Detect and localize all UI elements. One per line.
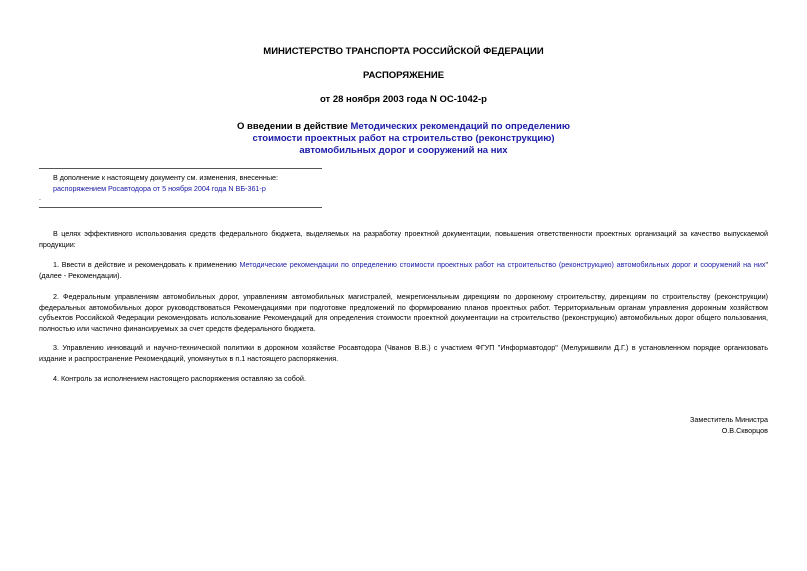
subject-link-part-1[interactable]: Методических рекомендаций по определению: [350, 121, 570, 132]
amendments-intro: В дополнение к настоящему документу см. изменения, внесенные:: [53, 173, 278, 182]
signature-position: Заместитель Министра: [690, 415, 768, 424]
subject-prefix: О введении в действие: [237, 121, 351, 132]
paragraph-1: [39, 260, 768, 281]
paragraph-3: 3. Управлению инноваций и научно-технической политики в дорожном хозяйстве Росавтодора (Чванов В.В.) с участием ФГУП "Информавтодор" (Мелуришвили Д.Г.) в установленном порядке организовать издание и распространение Рекомендаций, упомянутых в п.1 настоящего распоряжения.: [39, 343, 768, 363]
preamble-paragraph: В целях эффективного использования средств федерального бюджета, выделяемых на разработку проектной документации, повышения ответственности проектных организаций за качество выпускаемой продукции:: [39, 229, 768, 249]
signature-name: О.В.Скворцов: [721, 426, 768, 435]
paragraph-2: 2. Федеральным управлениям автомобильных дорог, управлениям автомобильных магистралей, межрегиональным дирекциям по дорожному строительству, дирекциям по строительству (реконструкции) федеральных автомобильных дорог руководствоваться Рекомендациями при подготовке предложений по формированию планов проектных работ. Территориальным органам управления дорожным хозяйством субъектов Российской Федерации рекомендовать использование Рекомендаций для определения стоимости проектной документации на строительство (реконструкцию) автомобильных дорог общего пользования, полностью или частично финансируемых за счет средств федерального бюджета.: [39, 292, 768, 333]
subject-link-part-3[interactable]: автомобильных дорог и сооружений на них: [299, 145, 508, 156]
paragraph-1-text: 1. Ввести в действие и рекомендовать к применению: [53, 260, 240, 269]
subject-link-part-2[interactable]: стоимости проектных работ на строительство (реконструкцию): [252, 133, 555, 144]
document-subject: [0, 121, 807, 157]
document-date-number: от 28 ноября 2003 года N ОС-1042-р: [319, 94, 487, 105]
subject-line-1: [0, 121, 807, 133]
document-type: РАСПОРЯЖЕНИЕ: [362, 70, 445, 81]
amendments-dot: .: [39, 195, 41, 202]
paragraph-4: 4. Контроль за исполнением настоящего распоряжения оставляю за собой.: [53, 374, 306, 383]
divider-top: [39, 168, 322, 169]
divider-bottom: [39, 207, 322, 208]
amendment-link[interactable]: распоряжением Росавтодора от 5 ноября 2004 года N ВБ-361-р: [53, 184, 266, 193]
ministry-title: МИНИСТЕРСТВО ТРАНСПОРТА РОССИЙСКОЙ ФЕДЕРАЦИИ: [263, 46, 544, 57]
recommendations-link[interactable]: Методические рекомендации по определению стоимости проектных работ на строительство (реконструкцию) автомобильных дорог и сооружений на них: [239, 260, 766, 269]
paragraph-1-tail: " (далее - Рекомендации).: [39, 260, 768, 280]
